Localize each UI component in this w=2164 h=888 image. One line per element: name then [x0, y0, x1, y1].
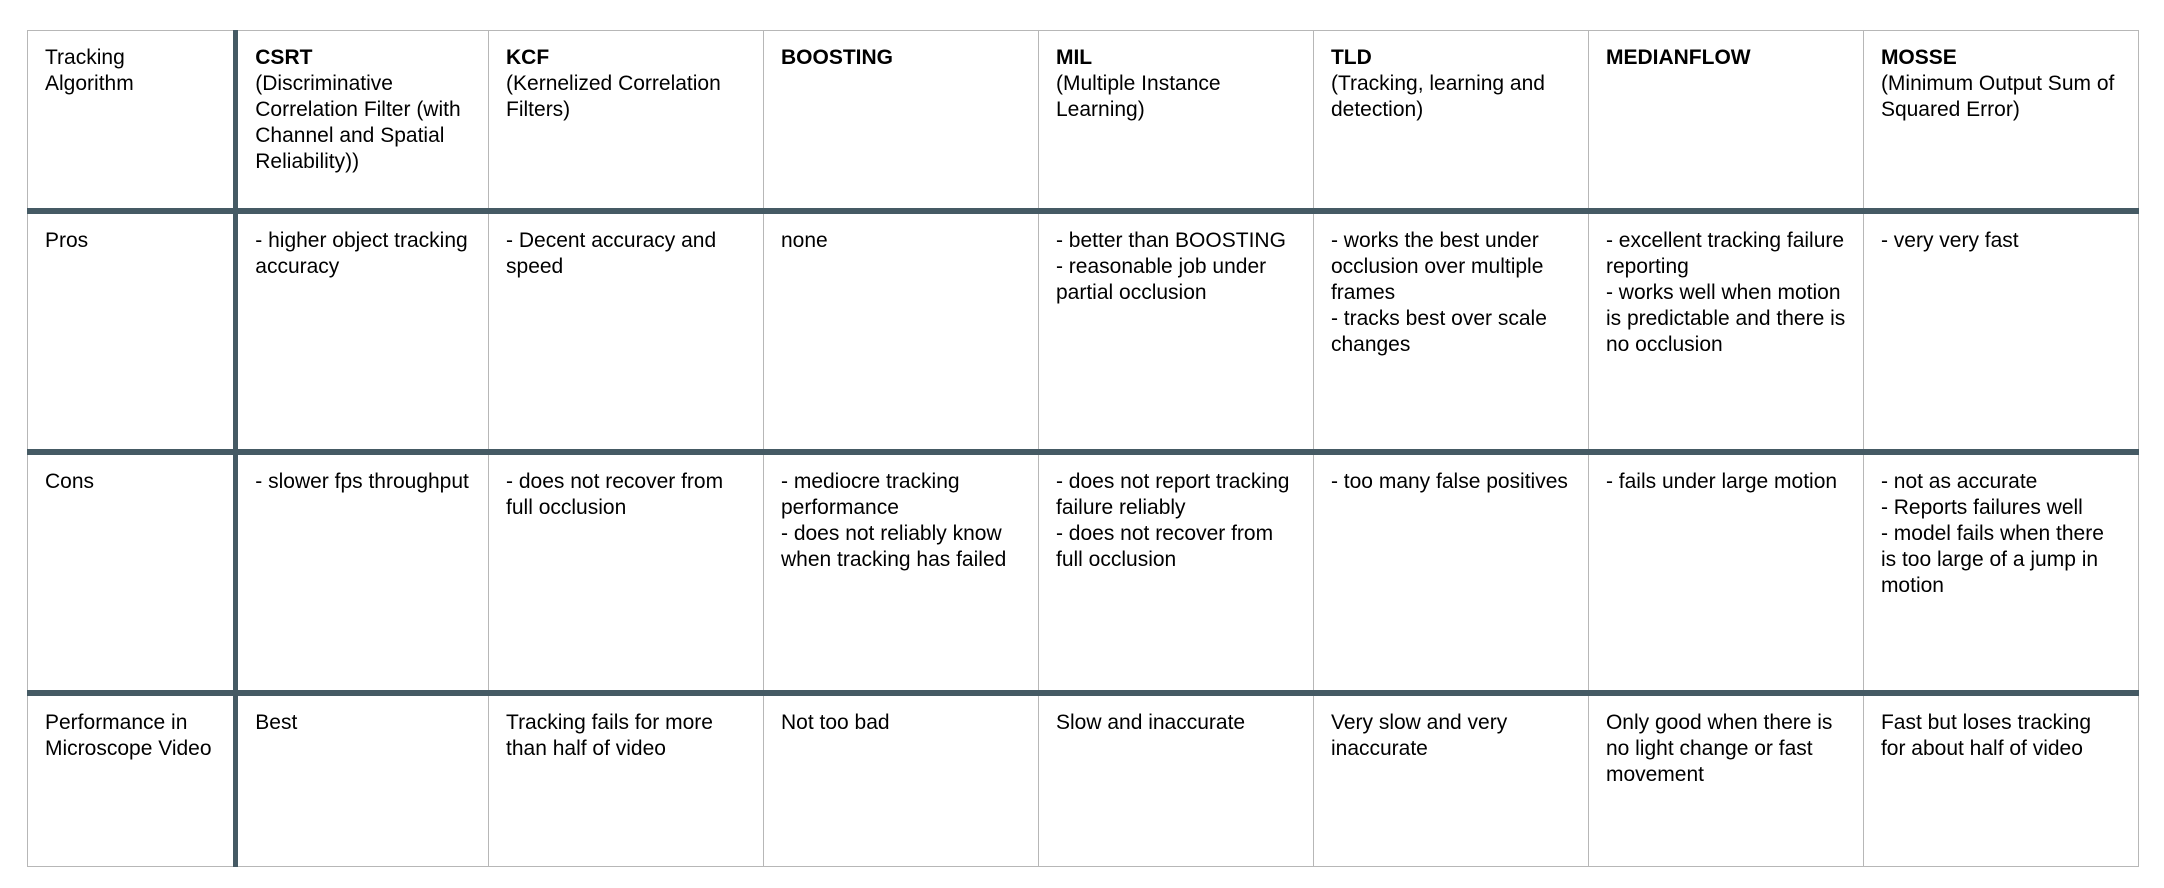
algorithm-name: CSRT — [255, 46, 313, 69]
pros-row — [28, 211, 2139, 452]
table-cell — [1863, 693, 2138, 867]
cell-line: Fast but loses tracking for about half of video — [1880, 710, 2092, 760]
table-cell — [489, 693, 764, 867]
cell-line: - excellent tracking failure reporting — [1605, 228, 1845, 278]
cell-line: - Decent accuracy and speed — [506, 228, 717, 278]
table-cell — [1038, 693, 1313, 867]
row-label: Pros — [45, 228, 89, 252]
table-cell — [489, 452, 764, 693]
algorithm-name: MEDIANFLOW — [1605, 46, 1751, 69]
cell-line: - does not reliably know when tracking has failed — [781, 521, 1007, 571]
cell-line: Only good when there is no light change or fast movement — [1605, 710, 1833, 786]
algorithm-name: MOSSE — [1880, 46, 1957, 69]
performance-row — [28, 693, 2139, 867]
algorithm-header-mil — [1038, 31, 1313, 211]
table-cell — [236, 211, 489, 452]
table-cell — [764, 211, 1039, 452]
cell-line: - Reports failures well — [1880, 495, 2083, 519]
algorithm-full-name: (Minimum Output Sum of Squared Error) — [1880, 72, 2115, 121]
cell-line: - tracks best over scale changes — [1330, 306, 1547, 356]
tracking-algorithm-comparison-table — [27, 30, 2139, 867]
cell-line: - works the best under occlusion over multiple frames — [1330, 228, 1544, 304]
algorithm-name: KCF — [506, 46, 550, 69]
cell-line: - slower fps throughput — [255, 469, 469, 493]
algorithm-header-medianflow — [1588, 31, 1863, 211]
table-cell — [1588, 211, 1863, 452]
cell-line: Slow and inaccurate — [1055, 710, 1246, 734]
table-cell — [764, 452, 1039, 693]
algorithm-full-name: (Kernelized Correlation Filters) — [506, 72, 721, 121]
algorithm-full-name: (Tracking, learning and detection) — [1330, 72, 1545, 121]
cell-line: - mediocre tracking performance — [781, 469, 960, 519]
algorithm-full-name: (Discriminative Correlation Filter (with Channel and Spatial Reliability)) — [255, 72, 461, 173]
table-cell — [1588, 693, 1863, 867]
algorithm-header-tld — [1313, 31, 1588, 211]
header-row — [28, 31, 2139, 211]
cell-line: - reasonable job under partial occlusion — [1055, 254, 1267, 304]
cell-line: - higher object tracking accuracy — [255, 228, 468, 278]
row-label: Cons — [45, 469, 95, 493]
table-cell — [1313, 452, 1588, 693]
cell-line: - not as accurate — [1880, 469, 2038, 493]
cell-line: - too many false positives — [1330, 469, 1568, 493]
cell-line: Tracking fails for more than half of video — [506, 710, 713, 760]
cell-line: - does not recover from full occlusion — [506, 469, 724, 519]
algorithm-header-mosse — [1863, 31, 2138, 211]
row-label: Performance in Microscope Video — [45, 710, 212, 760]
cell-line: Not too bad — [781, 710, 890, 734]
table-cell — [1038, 452, 1313, 693]
cell-line: none — [781, 228, 828, 252]
cell-line: - does not report tracking failure reliably — [1055, 469, 1290, 519]
table-cell — [1313, 693, 1588, 867]
cell-line: - very very fast — [1880, 228, 2019, 252]
table-cell — [1588, 452, 1863, 693]
table-cell — [236, 452, 489, 693]
cell-line: - model fails when there is too large of a jump in motion — [1880, 521, 2104, 597]
cell-line: - fails under large motion — [1605, 469, 1838, 493]
cell-line: - does not recover from full occlusion — [1055, 521, 1274, 571]
algorithm-name: TLD — [1330, 46, 1372, 69]
algorithm-name: MIL — [1055, 46, 1093, 69]
row-label-cell — [28, 452, 236, 693]
algorithm-name: BOOSTING — [781, 46, 894, 69]
header-label-cell — [28, 31, 236, 211]
row-label-cell — [28, 693, 236, 867]
cell-line: Very slow and very inaccurate — [1330, 710, 1508, 760]
algorithm-header-boosting — [764, 31, 1039, 211]
header-label: Tracking Algorithm — [45, 46, 134, 95]
table-cell — [1313, 211, 1588, 452]
algorithm-header-csrt — [236, 31, 489, 211]
algorithm-full-name: (Multiple Instance Learning) — [1055, 72, 1221, 121]
table-cell — [489, 211, 764, 452]
algorithm-header-kcf — [489, 31, 764, 211]
cell-line: - better than BOOSTING — [1055, 228, 1286, 252]
table-cell — [1863, 452, 2138, 693]
table-cell — [764, 693, 1039, 867]
table-cell — [1038, 211, 1313, 452]
table-cell — [236, 693, 489, 867]
cons-row — [28, 452, 2139, 693]
cell-line: Best — [255, 710, 298, 734]
cell-line: - works well when motion is predictable and there is no occlusion — [1605, 280, 1846, 356]
row-label-cell — [28, 211, 236, 452]
table-cell — [1863, 211, 2138, 452]
